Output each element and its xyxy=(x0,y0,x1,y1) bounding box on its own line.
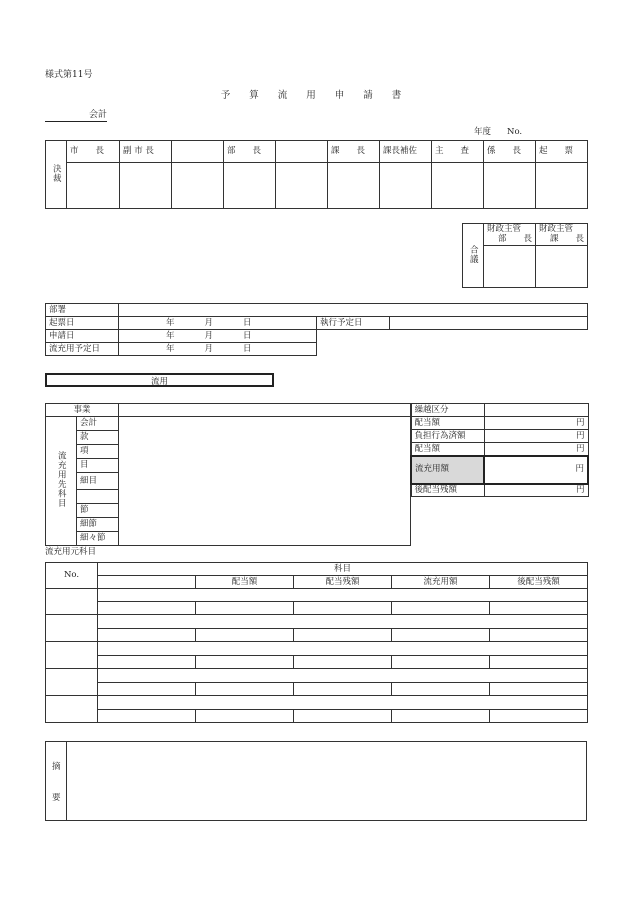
source-row-remaining[interactable] xyxy=(294,683,392,696)
approval-stamp-cell[interactable] xyxy=(224,163,276,209)
source-subject-header: 科目 xyxy=(98,563,588,576)
committed-amount-label: 負担行為済額 xyxy=(411,430,484,443)
approval-col-section-chief: 課 長 xyxy=(328,141,380,163)
allotted-amount-label: 配当額 xyxy=(411,417,484,430)
ryuyo-type-box[interactable]: 流用 xyxy=(45,373,274,387)
transfer-amount-label: 流充用額 xyxy=(411,456,484,484)
source-row-transfer[interactable] xyxy=(392,602,490,615)
consultation-table xyxy=(462,223,588,288)
dest-row-saimoku: 細目 xyxy=(77,473,119,490)
carryover-field[interactable] xyxy=(484,404,588,417)
source-row-allotted[interactable] xyxy=(196,629,294,642)
source-header-blank xyxy=(98,576,196,589)
source-row-subject[interactable] xyxy=(98,642,588,656)
remaining-amount-label: 後配当残額 xyxy=(411,484,484,497)
consultation-col1-line2: 部 長 xyxy=(497,233,532,244)
source-row-no[interactable] xyxy=(46,642,98,669)
source-col-remaining: 配当残額 xyxy=(294,576,392,589)
day-unit: 日 xyxy=(243,330,252,341)
approval-col-mayor: 市 長 xyxy=(67,141,120,163)
carryover-label: 繰越区分 xyxy=(411,404,484,417)
dest-row-saisaisetsu: 細々節 xyxy=(77,532,119,546)
approval-stamp-cell[interactable] xyxy=(380,163,432,209)
year-unit: 年 xyxy=(166,317,175,328)
source-subject-label: 流充用元科目 xyxy=(45,547,97,557)
remarks-label-char1: 摘 xyxy=(52,762,61,772)
source-table xyxy=(45,562,588,723)
info-empty xyxy=(317,330,588,343)
source-row-allotted[interactable] xyxy=(196,602,294,615)
approval-col-inspector: 主 査 xyxy=(432,141,484,163)
consultation-stamp-cell[interactable] xyxy=(536,246,588,288)
destination-table xyxy=(45,403,411,546)
remaining-amount-field[interactable]: 円 xyxy=(484,484,588,497)
allotted-amount-field[interactable]: 円 xyxy=(484,417,588,430)
info-empty xyxy=(317,343,588,356)
draft-date-label: 起票日 xyxy=(46,317,119,330)
source-row-transfer[interactable] xyxy=(392,629,490,642)
day-unit: 日 xyxy=(243,343,252,354)
form-number: 様式第11号 xyxy=(45,70,93,80)
approval-table xyxy=(45,140,588,209)
number-label: No. xyxy=(507,127,523,137)
destination-side-label: 流充用先科目 xyxy=(46,417,77,546)
dest-row-saisetsu: 細節 xyxy=(77,518,119,532)
approval-col-subsection-chief: 係 長 xyxy=(484,141,536,163)
month-unit: 月 xyxy=(204,317,214,328)
dest-row-blank xyxy=(77,490,119,504)
accounting-label: 会計 xyxy=(45,111,107,122)
source-row-subject[interactable] xyxy=(98,615,588,629)
remarks-box[interactable] xyxy=(45,741,587,821)
approval-col-drafter: 起 票 xyxy=(536,141,588,163)
day-unit: 日 xyxy=(243,317,252,328)
approval-stamp-cell[interactable] xyxy=(484,163,536,209)
source-row-transfer[interactable] xyxy=(392,683,490,696)
source-col-after-remaining: 後配当残額 xyxy=(490,576,588,589)
source-row-blank xyxy=(98,683,196,696)
remarks-label-char2: 要 xyxy=(52,793,61,803)
source-row-no[interactable] xyxy=(46,589,98,615)
year-unit: 年 xyxy=(166,330,175,341)
source-col-transfer: 流充用額 xyxy=(392,576,490,589)
application-date-label: 申請日 xyxy=(46,330,119,343)
source-row-remaining[interactable] xyxy=(294,629,392,642)
approval-col-vice-mayor: 副 市 長 xyxy=(120,141,172,163)
source-row-blank xyxy=(98,602,196,615)
destination-subject-field[interactable] xyxy=(119,417,411,546)
source-row-no[interactable] xyxy=(46,696,98,723)
approval-stamp-cell[interactable] xyxy=(276,163,328,209)
year-unit: 年 xyxy=(166,343,175,354)
approval-col-assistant-chief: 課長補佐 xyxy=(380,141,432,163)
source-row-transfer[interactable] xyxy=(392,710,490,723)
dest-row-kaikei: 会計 xyxy=(77,417,119,431)
amount-table xyxy=(410,403,589,497)
approval-col-blank-1 xyxy=(172,141,224,163)
source-row-blank xyxy=(98,629,196,642)
source-row-after-remaining[interactable] xyxy=(490,683,588,696)
transfer-amount-field[interactable]: 円 xyxy=(484,456,588,484)
consultation-finance-chief xyxy=(536,224,588,246)
dest-row-moku: 目 xyxy=(77,459,119,473)
source-row-after-remaining[interactable] xyxy=(490,656,588,669)
approval-stamp-cell[interactable] xyxy=(120,163,172,209)
department-label: 部署 xyxy=(46,304,119,317)
execution-date-field[interactable] xyxy=(390,317,588,330)
source-row-after-remaining[interactable] xyxy=(490,602,588,615)
consultation-finance-director xyxy=(484,224,536,246)
dest-row-kan: 款 xyxy=(77,431,119,445)
source-row-blank xyxy=(98,710,196,723)
source-row-after-remaining[interactable] xyxy=(490,629,588,642)
consultation-col2-line1: 財政主管 xyxy=(539,224,574,235)
source-row-no[interactable] xyxy=(46,615,98,642)
year-number-label xyxy=(474,128,522,137)
allotted-amount-2-field[interactable]: 円 xyxy=(484,443,588,456)
source-row-transfer[interactable] xyxy=(392,656,490,669)
dest-row-kou: 項 xyxy=(77,445,119,459)
source-row-subject[interactable] xyxy=(98,589,588,602)
approval-side-label: 決裁 xyxy=(46,141,67,209)
source-row-remaining[interactable] xyxy=(294,656,392,669)
source-row-allotted[interactable] xyxy=(196,710,294,723)
consultation-col2-line2: 課 長 xyxy=(549,233,584,244)
approval-stamp-cell[interactable] xyxy=(67,163,120,209)
approval-stamp-cell[interactable] xyxy=(328,163,380,209)
approval-col-blank-2 xyxy=(276,141,328,163)
transfer-date-label: 流充用予定日 xyxy=(46,343,119,356)
month-unit: 月 xyxy=(204,343,214,354)
consultation-col1-line1: 財政主管 xyxy=(487,224,522,235)
source-col-allotted: 配当額 xyxy=(196,576,294,589)
consultation-stamp-cell[interactable] xyxy=(484,246,536,288)
approval-col-director: 部 長 xyxy=(224,141,276,163)
source-row-allotted[interactable] xyxy=(196,683,294,696)
source-row-blank xyxy=(98,656,196,669)
month-unit: 月 xyxy=(204,330,214,341)
source-row-after-remaining[interactable] xyxy=(490,710,588,723)
application-date-field[interactable] xyxy=(119,330,317,343)
execution-date-label: 執行予定日 xyxy=(317,317,390,330)
committed-amount-field[interactable]: 円 xyxy=(484,430,588,443)
project-field[interactable] xyxy=(119,404,411,417)
source-row-remaining[interactable] xyxy=(294,602,392,615)
source-no-header: No. xyxy=(46,563,98,589)
approval-stamp-cell[interactable] xyxy=(172,163,224,209)
source-row-allotted[interactable] xyxy=(196,656,294,669)
source-row-remaining[interactable] xyxy=(294,710,392,723)
allotted-amount-2-label: 配当額 xyxy=(411,443,484,456)
year-label: 年度 xyxy=(474,127,492,137)
dest-row-setsu: 節 xyxy=(77,504,119,518)
source-row-no[interactable] xyxy=(46,669,98,696)
draft-date-field[interactable] xyxy=(119,317,317,330)
source-row-subject[interactable] xyxy=(98,696,588,710)
source-row-subject[interactable] xyxy=(98,669,588,683)
department-field[interactable] xyxy=(119,304,588,317)
approval-stamp-cell[interactable] xyxy=(536,163,588,209)
info-table xyxy=(45,303,588,356)
project-label: 事業 xyxy=(46,404,119,417)
transfer-date-field[interactable] xyxy=(119,343,317,356)
document-title: 予 算 流 用 申 請 書 xyxy=(220,90,410,101)
consultation-side-label: 合議 xyxy=(463,224,484,288)
remarks-label-column xyxy=(46,742,67,820)
approval-stamp-cell[interactable] xyxy=(432,163,484,209)
